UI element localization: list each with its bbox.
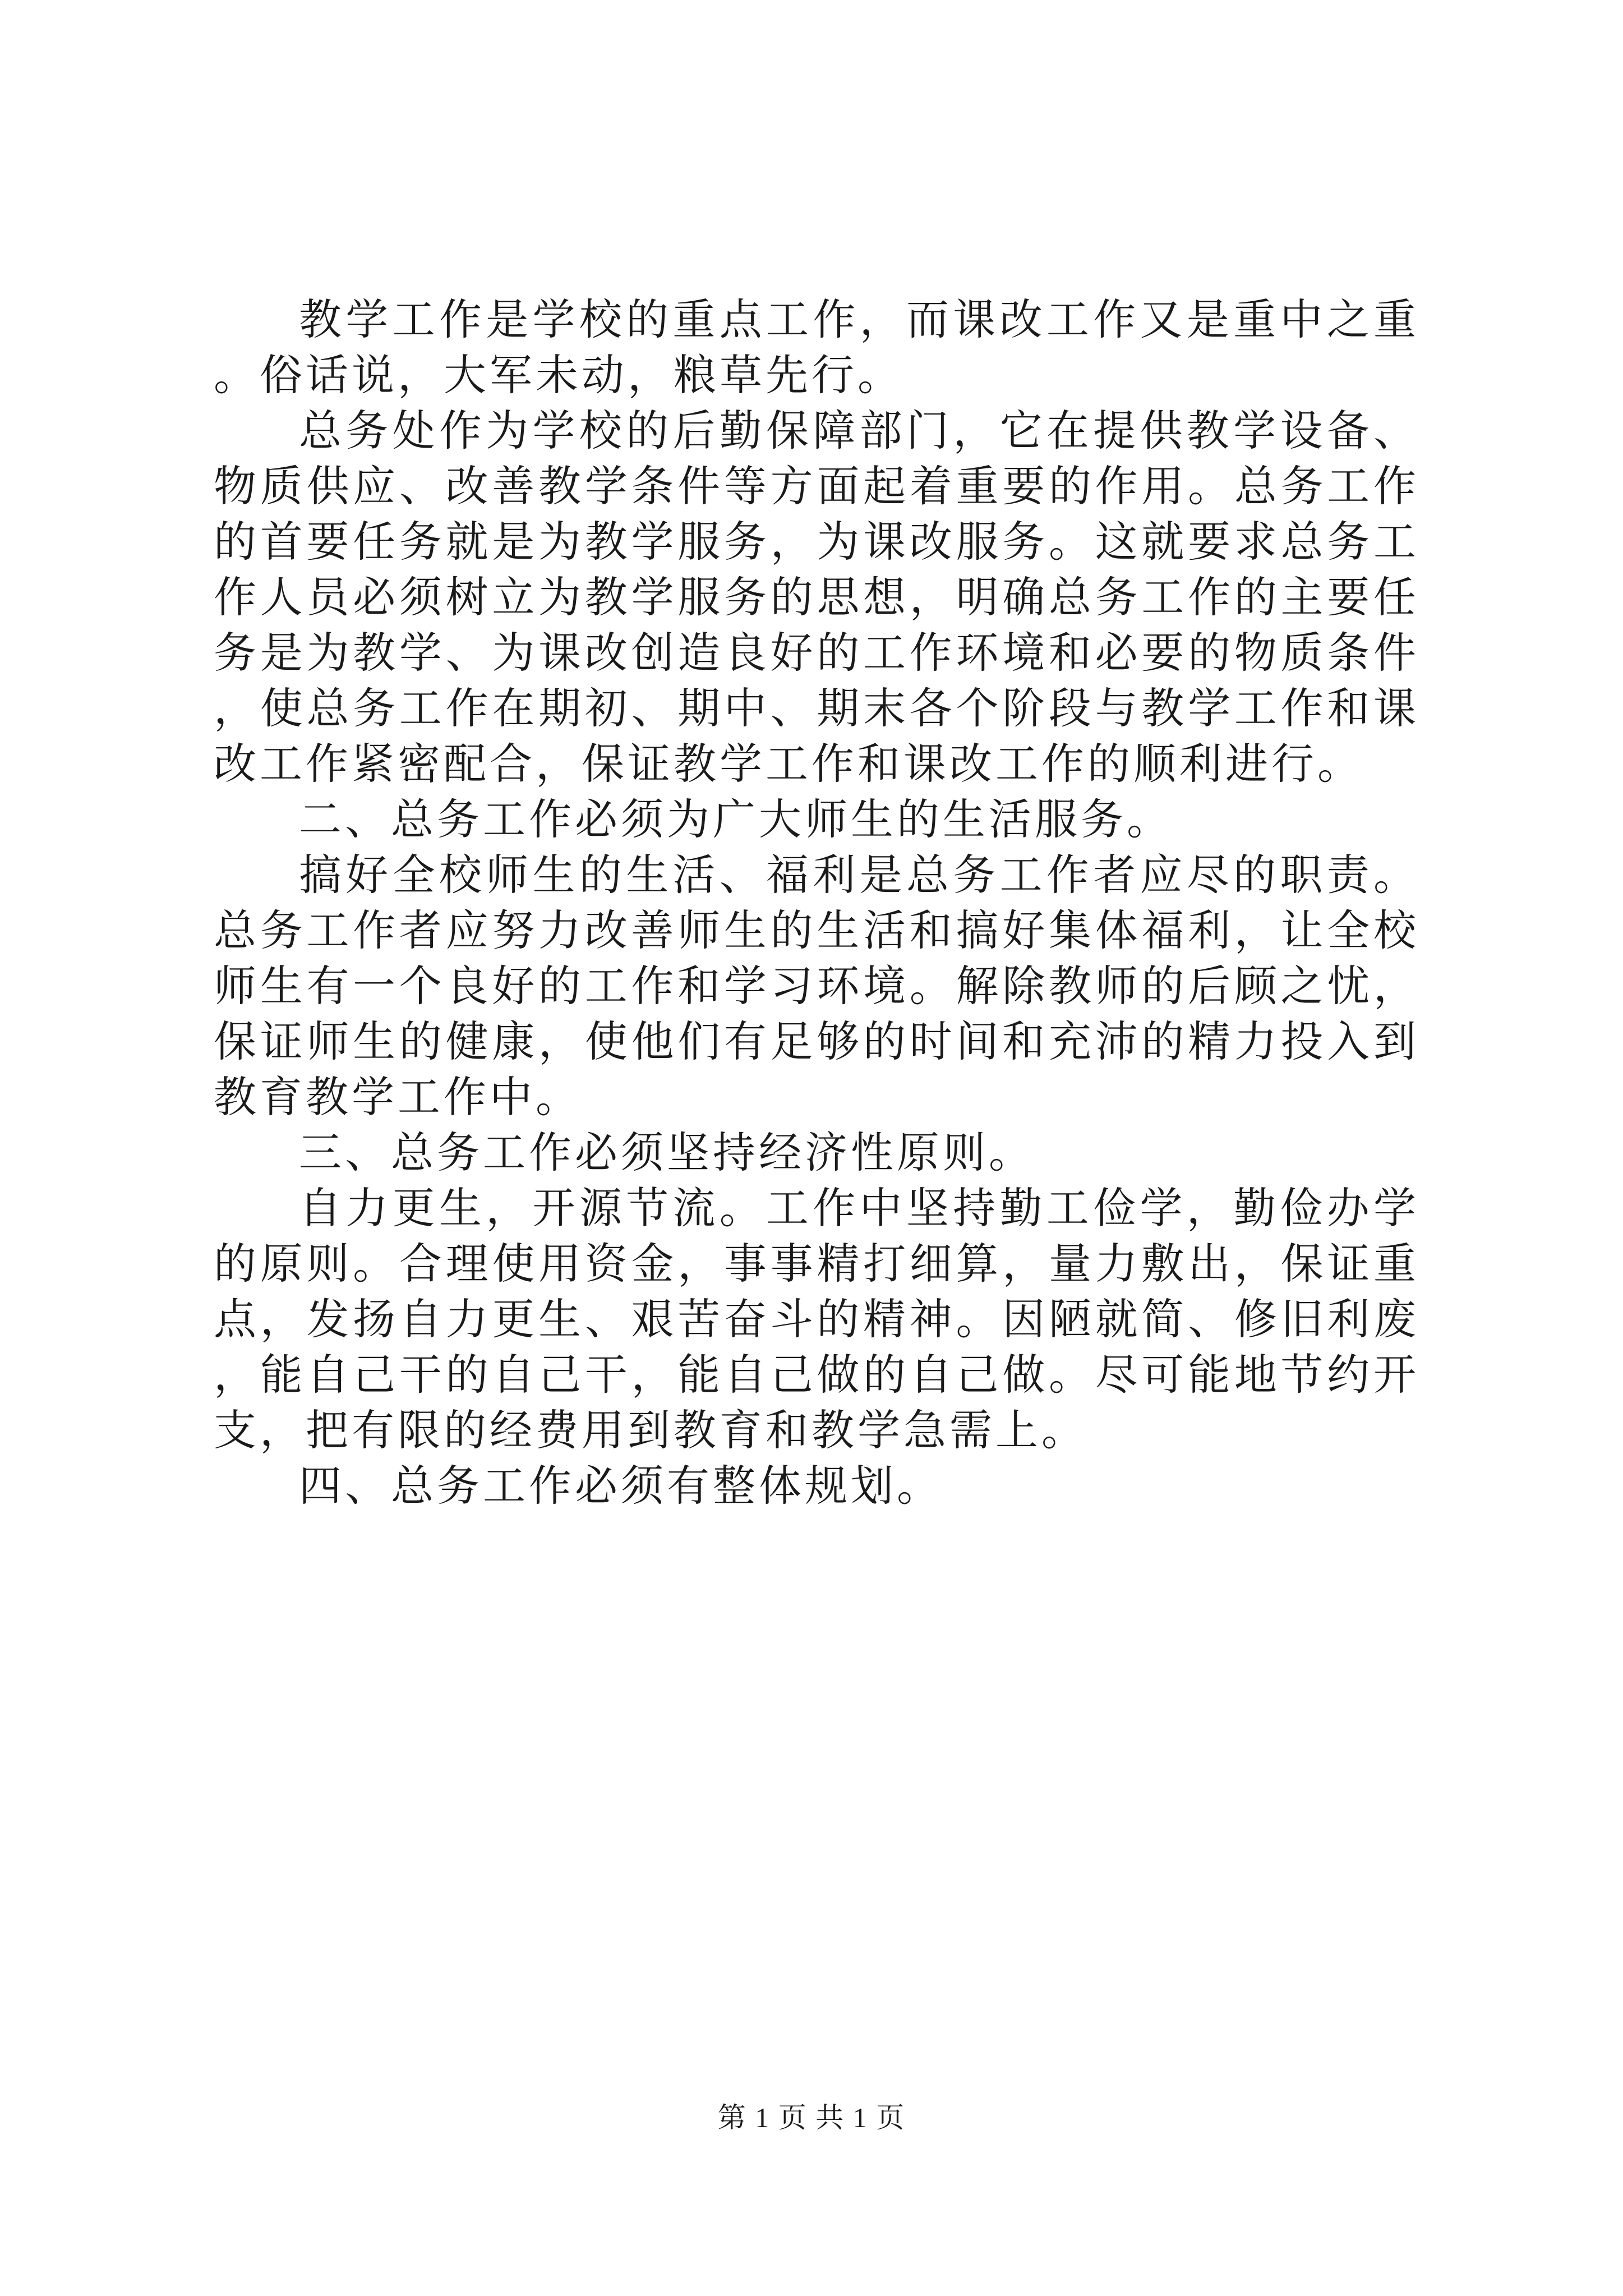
heading-section-4: 四、总务工作必须有整体规划。 bbox=[299, 1461, 943, 1511]
paragraph-life-service: 搞好全校师生的生活、福利是总务工作者应尽的职责。总务工作者应努力改善师生的生活和搞好集体福利，让全校师生有一个良好的工作和学习环境。解除教师的后顾之忧，保证师生的健康，使他们有足够的时间和充沛的精力投入到教育教学工作中。 bbox=[214, 850, 1419, 1122]
heading-section-3: 三、总务工作必须坚持经济性原则。 bbox=[299, 1128, 1035, 1177]
paragraph-general-affairs-role: 总务处作为学校的后勤保障部门，它在提供教学设备、物质供应、改善教学条件等方面起着重要的作用。总务工作的首要任务就是为教学服务，为课改服务。这就要求总务工作人员必须树立为教学服务的思想，明确总务工作的主要任务是为教学、为课改创造良好的工作环境和必要的物质条件，使总务工作在期初、期中、期末各个阶段与教学工作和课改工作紧密配合，保证教学工作和课改工作的顺利进行。 bbox=[214, 406, 1419, 789]
paragraph-teaching-priority: 教学工作是学校的重点工作，而课改工作又是重中之重。俗话说，大军未动，粮草先行。 bbox=[214, 295, 1419, 400]
document-body bbox=[214, 292, 1419, 1513]
page-number-footer: 第 1 页 共 1 页 bbox=[717, 2102, 906, 2133]
heading-section-2: 二、总务工作必须为广大师生的生活服务。 bbox=[299, 794, 1173, 844]
paragraph-economy-principle: 自力更生，开源节流。工作中坚持勤工俭学，勤俭办学的原则。合理使用资金，事事精打细算，量力敷出，保证重点，发扬自力更生、艰苦奋斗的精神。因陋就简、修旧利废，能自己干的自己干，能自己做的自己做。尽可能地节约开支，把有限的经费用到教育和教学急需上。 bbox=[214, 1183, 1419, 1455]
